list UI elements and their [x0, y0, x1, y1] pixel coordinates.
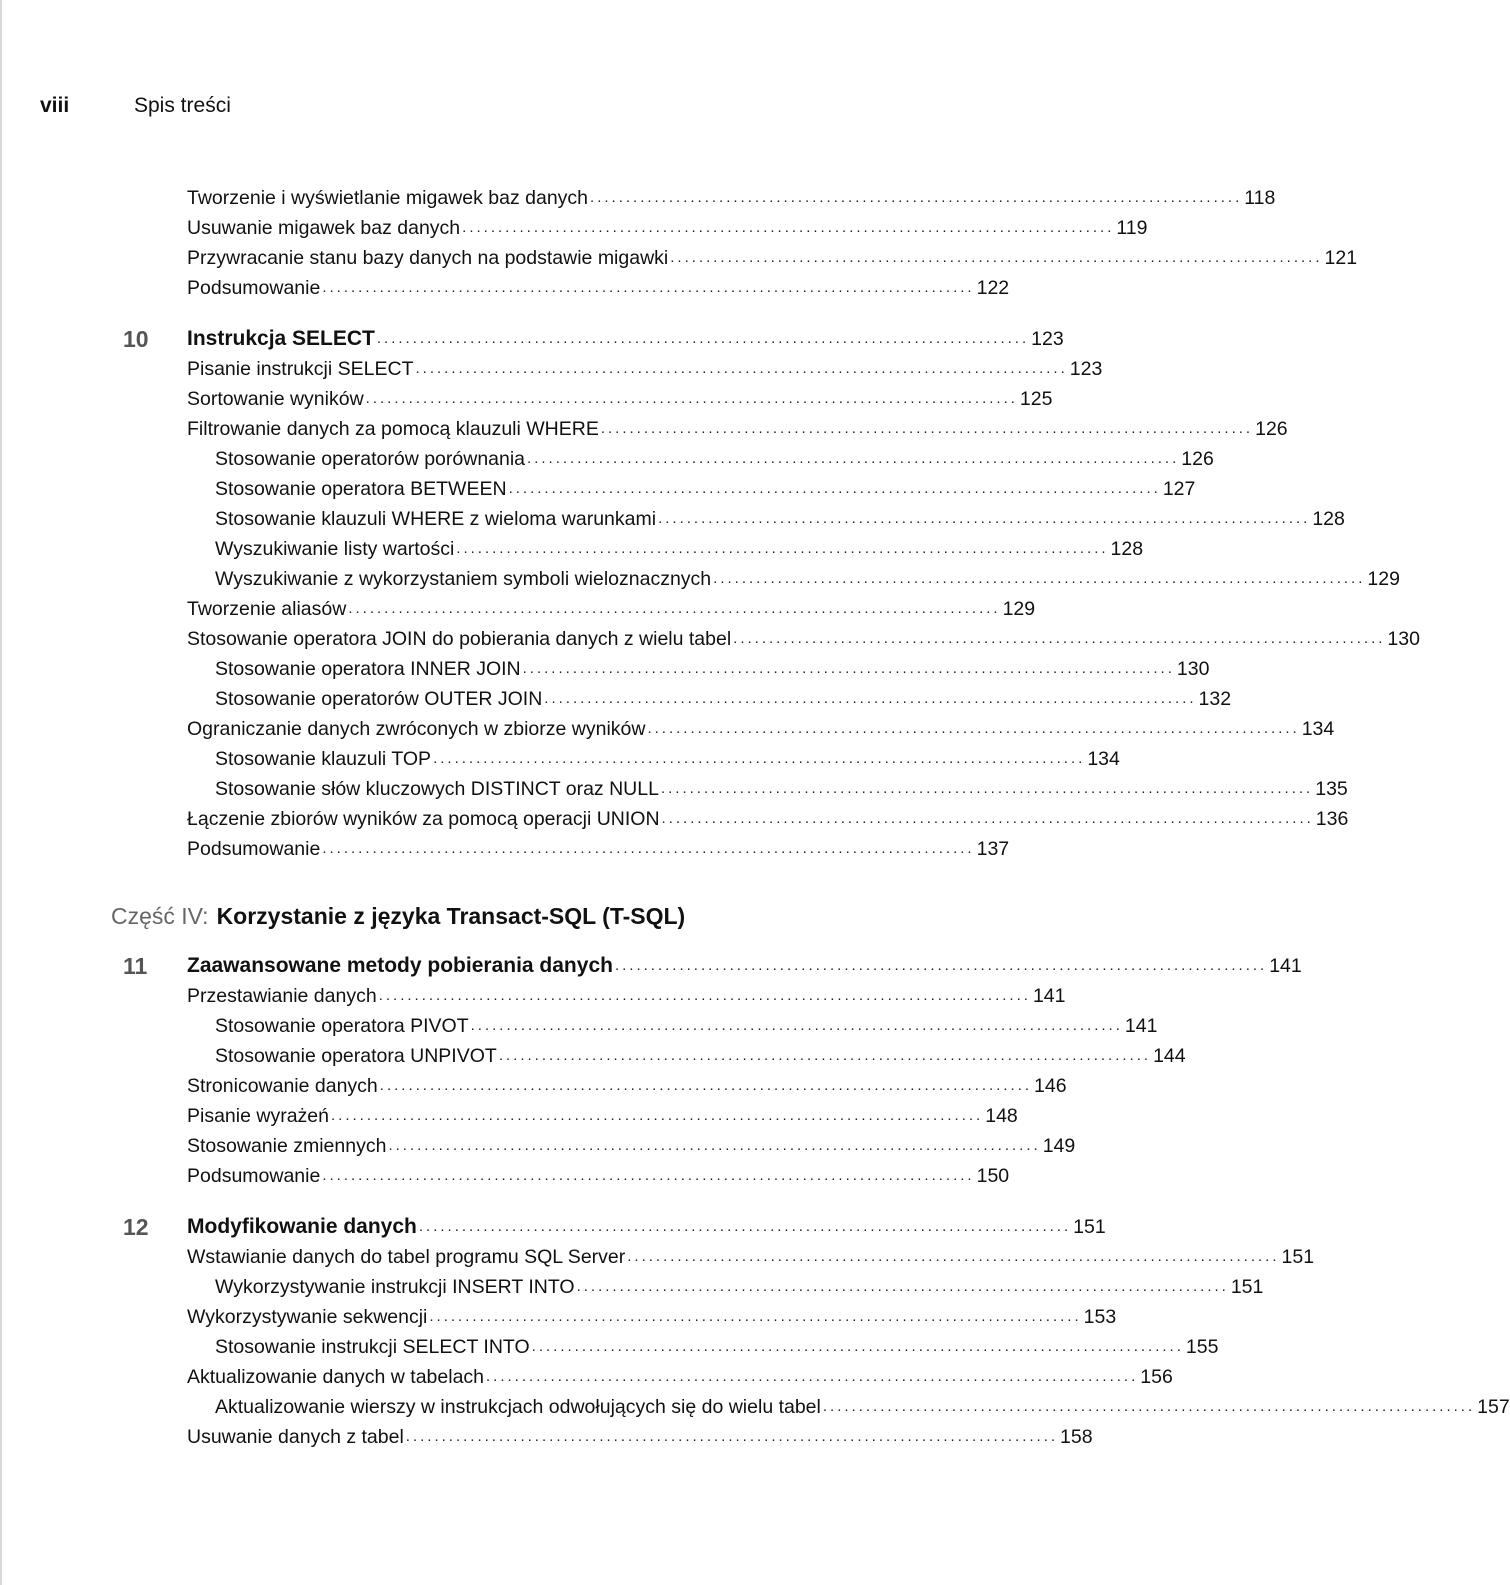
- toc-entry-row: [187, 384, 1053, 414]
- toc-entry-row: [187, 354, 1103, 384]
- dot-leader: ...........................................................................................: [322, 279, 975, 296]
- entry-title: Tworzenie i wyświetlanie migawek baz danych: [187, 187, 589, 209]
- entry-title: Usuwanie migawek baz danych: [187, 217, 461, 239]
- dot-leader: ...........................................................................................: [658, 510, 1311, 527]
- entry-title: Stosowanie operatora INNER JOIN: [215, 658, 521, 680]
- entry-title: Sortowanie wyników: [187, 388, 364, 410]
- toc-entry-row: [215, 1392, 1510, 1422]
- toc-entry-row: [215, 1041, 1186, 1071]
- entry-title: Wykorzystywanie instrukcji INSERT INTO: [215, 1276, 575, 1298]
- entry-title: Stosowanie operatorów OUTER JOIN: [215, 688, 543, 710]
- dot-leader: ...........................................................................................: [498, 1047, 1152, 1064]
- toc-entry-row: [187, 714, 1335, 744]
- toc-entry-row: [187, 1242, 1315, 1272]
- entry-title: Pisanie wyrażeń: [187, 1105, 329, 1127]
- dot-leader: ...........................................................................................: [531, 1338, 1184, 1355]
- toc-entry-row: [215, 684, 1232, 714]
- toc-chapter-row: [123, 947, 1302, 981]
- entry-title: Aktualizowanie wierszy w instrukcjach odwołujących się do wielu tabel: [215, 1396, 821, 1418]
- toc-entry-row: [187, 804, 1349, 834]
- page-ref: 129: [1367, 568, 1400, 590]
- toc-entry-row: [215, 744, 1120, 774]
- page-ref: 141: [1124, 1015, 1158, 1037]
- chapter-title: Instrukcja SELECT: [187, 327, 375, 350]
- entry-title: Stosowanie słów kluczowych DISTINCT oraz NULL: [215, 778, 659, 800]
- toc-chapter-row: [123, 320, 1064, 354]
- page-ref: 121: [1324, 247, 1358, 269]
- toc-entry-row: [187, 183, 1276, 213]
- toc-entry-row: [187, 981, 1066, 1011]
- dot-leader: ...........................................................................................: [670, 249, 1323, 266]
- page-ref: 123: [1069, 358, 1103, 380]
- page-ref: 158: [1060, 1426, 1093, 1448]
- entry-title: Tworzenie aliasów: [187, 598, 347, 620]
- toc-entry-row: [187, 624, 1420, 654]
- toc-entry-row: [215, 504, 1345, 534]
- page-ref: 130: [1176, 658, 1210, 680]
- page-ref: 157: [1477, 1396, 1510, 1418]
- dot-leader: ...........................................................................................: [322, 1167, 975, 1184]
- dot-leader: ...........................................................................................: [713, 570, 1366, 587]
- dot-leader: ...........................................................................................: [433, 750, 1086, 767]
- page-ref: 136: [1315, 808, 1349, 830]
- page-ref: 129: [1002, 598, 1036, 620]
- entry-title: Usuwanie danych z tabel: [187, 1426, 404, 1448]
- page-ref: 150: [976, 1165, 1010, 1187]
- entry-title: Wstawianie danych do tabel programu SQL Server: [187, 1246, 626, 1268]
- page-ref: 135: [1315, 778, 1348, 800]
- part-label: Część IV:: [111, 903, 209, 929]
- entry-title: Stosowanie operatora BETWEEN: [215, 478, 507, 500]
- dot-leader: ...........................................................................................: [405, 1428, 1059, 1445]
- dot-leader: ...........................................................................................: [660, 780, 1314, 797]
- toc-entry-row: [187, 1362, 1173, 1392]
- chapter-title: Zaawansowane metody pobierania danych: [187, 954, 613, 977]
- running-header: [40, 94, 231, 124]
- dot-leader: ...........................................................................................: [330, 1107, 984, 1124]
- page-ref: 134: [1087, 748, 1120, 770]
- entry-title: Filtrowanie danych za pomocą klauzuli WHERE: [187, 418, 599, 440]
- page-ref: 137: [976, 838, 1010, 860]
- page-ref: 122: [976, 277, 1010, 299]
- entry-title: Wyszukiwanie z wykorzystaniem symboli wieloznacznych: [215, 568, 712, 590]
- page-ref: 146: [1034, 1075, 1067, 1097]
- entry-title: Stosowanie zmiennych: [187, 1135, 387, 1157]
- page-number: viii: [40, 94, 70, 117]
- chapter-number: 11: [123, 953, 148, 979]
- toc-entry-row: [215, 534, 1144, 564]
- toc-entry-row: [187, 1071, 1067, 1101]
- page-ref: 130: [1387, 628, 1420, 650]
- entry-title: Stronicowanie danych: [187, 1075, 378, 1097]
- dot-leader: ...........................................................................................: [348, 600, 1001, 617]
- toc-entry-row: [215, 1011, 1158, 1041]
- page-ref: 125: [1019, 388, 1053, 410]
- dot-leader: ...........................................................................................: [322, 840, 975, 857]
- dot-leader: ...........................................................................................: [508, 480, 1161, 497]
- page-ref: 144: [1153, 1045, 1186, 1067]
- page-ref: 128: [1312, 508, 1345, 530]
- toc-entry-row: [187, 834, 1010, 864]
- chapter-number: 12: [123, 1214, 149, 1240]
- entry-title: Stosowanie operatora UNPIVOT: [215, 1045, 497, 1067]
- toc-entry-row: [215, 774, 1348, 804]
- page-ref: 134: [1301, 718, 1335, 740]
- toc-entry-row: [215, 474, 1196, 504]
- toc-entry-row: [187, 1422, 1093, 1452]
- entry-title: Stosowanie operatorów porównania: [215, 448, 526, 470]
- page-ref: 128: [1110, 538, 1144, 560]
- toc-entry-row: [187, 213, 1148, 243]
- page-ref: 151: [1281, 1246, 1315, 1268]
- dot-leader: ...........................................................................................: [647, 720, 1300, 737]
- page-ref: 149: [1042, 1135, 1076, 1157]
- dot-leader: ...........................................................................................: [462, 219, 1115, 236]
- toc-chapter-row: [123, 1208, 1106, 1242]
- entry-title: Stosowanie operatora JOIN do pobierania danych z wielu tabel: [187, 628, 732, 650]
- dot-leader: ...........................................................................................: [415, 360, 1068, 377]
- dot-leader: ...........................................................................................: [822, 1398, 1476, 1415]
- entry-title: Podsumowanie: [187, 1165, 321, 1187]
- toc-entry-row: [187, 1302, 1117, 1332]
- toc-entry-row: [215, 444, 1214, 474]
- dot-leader: ...........................................................................................: [456, 540, 1109, 557]
- dot-leader: ...........................................................................................: [576, 1278, 1229, 1295]
- page-ref: 148: [985, 1105, 1018, 1127]
- toc-entry-row: [187, 414, 1288, 444]
- entry-title: Podsumowanie: [187, 277, 321, 299]
- dot-leader: ...........................................................................................: [544, 690, 1197, 707]
- toc-entry-row: [215, 564, 1400, 594]
- dot-leader: ...........................................................................................: [379, 1077, 1033, 1094]
- page-ref: 126: [1181, 448, 1214, 470]
- dot-leader: ...........................................................................................: [470, 1017, 1123, 1034]
- part-heading: [111, 890, 960, 930]
- entry-title: Aktualizowanie danych w tabelach: [187, 1366, 485, 1388]
- toc-entry-row: [187, 1161, 1010, 1191]
- page-ref: 119: [1116, 217, 1148, 239]
- entry-title: Stosowanie klauzuli WHERE z wieloma warunkami: [215, 508, 657, 530]
- entry-title: Przywracanie stanu bazy danych na podstawie migawki: [187, 247, 669, 269]
- toc-entry-row: [187, 243, 1358, 273]
- dot-leader: ...........................................................................................: [733, 630, 1386, 647]
- toc-entry-row: [187, 273, 1010, 303]
- entry-title: Podsumowanie: [187, 838, 321, 860]
- part-title: Korzystanie z języka Transact-SQL (T-SQL): [216, 903, 686, 929]
- entry-title: Łączenie zbiorów wyników za pomocą operacji UNION: [187, 808, 660, 830]
- page-ref: 151: [1230, 1276, 1264, 1298]
- dot-leader: ...........................................................................................: [522, 660, 1175, 677]
- toc-entry-row: [187, 1131, 1076, 1161]
- page-ref: 118: [1244, 187, 1276, 209]
- dot-leader: ...........................................................................................: [590, 189, 1243, 206]
- entry-title: Ograniczanie danych zwróconych w zbiorze wyników: [187, 718, 646, 740]
- entry-title: Stosowanie klauzuli TOP: [215, 748, 432, 770]
- dot-leader: ...........................................................................................: [527, 450, 1180, 467]
- toc-entry-row: [187, 594, 1036, 624]
- page-ref: 123: [1031, 328, 1064, 350]
- page-ref: 126: [1255, 418, 1288, 440]
- dot-leader: ...........................................................................................: [378, 987, 1031, 1004]
- page-ref: 156: [1140, 1366, 1173, 1388]
- table-of-contents: [0, 183, 1510, 1452]
- dot-leader: ...........................................................................................: [661, 810, 1314, 827]
- toc-entry-row: [215, 654, 1210, 684]
- page-ref: 141: [1032, 985, 1066, 1007]
- entry-title: Wykorzystywanie sekwencji: [187, 1306, 428, 1328]
- toc-entry-row: [215, 1332, 1219, 1362]
- entry-title: Wyszukiwanie listy wartości: [215, 538, 455, 560]
- page-ref: 153: [1083, 1306, 1117, 1328]
- dot-leader: ...........................................................................................: [376, 330, 1030, 347]
- page-ref: 151: [1073, 1216, 1106, 1238]
- entry-title: Pisanie instrukcji SELECT: [187, 358, 414, 380]
- toc-entry-row: [187, 1101, 1018, 1131]
- page-ref: 155: [1185, 1336, 1219, 1358]
- dot-leader: ...........................................................................................: [627, 1248, 1280, 1265]
- chapter-number: 10: [123, 326, 149, 352]
- dot-leader: ...........................................................................................: [486, 1368, 1139, 1385]
- chapter-title: Modyfikowanie danych: [187, 1215, 417, 1238]
- running-header-title: Spis treści: [134, 94, 231, 117]
- dot-leader: ...........................................................................................: [600, 420, 1254, 437]
- dot-leader: ...........................................................................................: [418, 1218, 1072, 1235]
- entry-title: Przestawianie danych: [187, 985, 377, 1007]
- dot-leader: ...........................................................................................: [388, 1137, 1041, 1154]
- toc-entry-row: [215, 1272, 1264, 1302]
- page-ref: 141: [1269, 955, 1302, 977]
- entry-title: Stosowanie operatora PIVOT: [215, 1015, 469, 1037]
- dot-leader: ...........................................................................................: [429, 1308, 1082, 1325]
- page-ref: 132: [1198, 688, 1232, 710]
- dot-leader: ...........................................................................................: [365, 390, 1018, 407]
- dot-leader: ...........................................................................................: [614, 957, 1268, 974]
- entry-title: Stosowanie instrukcji SELECT INTO: [215, 1336, 530, 1358]
- page-ref: 127: [1162, 478, 1196, 500]
